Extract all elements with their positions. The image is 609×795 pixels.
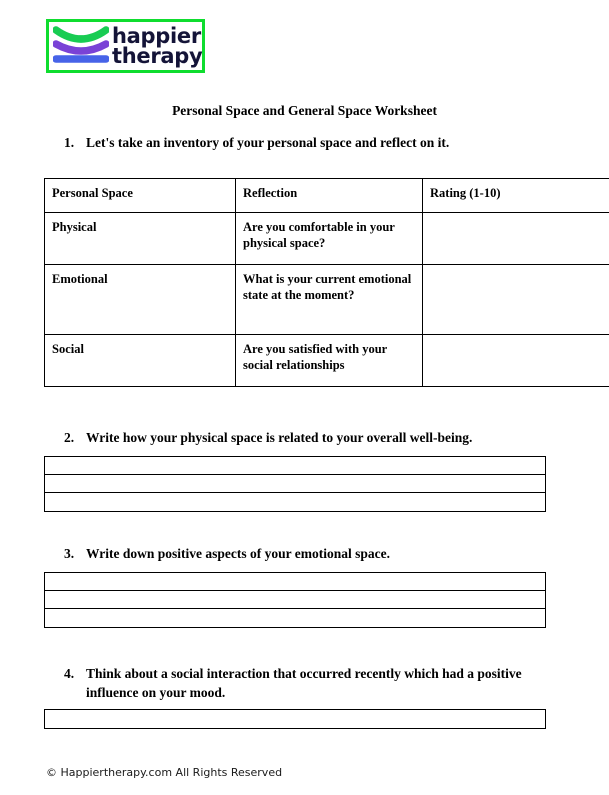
answer-line[interactable] [45,591,545,609]
logo-wordmark [112,26,202,66]
answer-line[interactable] [45,710,545,728]
cell-rating-physical[interactable] [423,213,609,265]
column-header-personal-space: Personal Space [45,179,236,213]
answer-box-question-3[interactable] [44,572,546,628]
question-4-number: 4. [64,666,75,681]
cell-rating-social[interactable] [423,335,609,387]
column-header-reflection: Reflection [236,179,423,213]
table-row [45,335,609,387]
table-row [45,213,609,265]
answer-line[interactable] [45,609,545,627]
question-2-text: Write how your physical space is related to your overall well-being. [86,430,473,445]
question-3 [64,544,554,563]
cell-space-emotional: Emotional [45,265,236,335]
answer-box-question-2[interactable] [44,456,546,512]
question-3-number: 3. [64,546,75,561]
personal-space-inventory-table [44,178,609,387]
answer-line[interactable] [45,573,545,591]
answer-line[interactable] [45,493,545,511]
logo-wave-marks [53,23,109,69]
logo-word-happier: happier [112,24,201,48]
answer-line[interactable] [45,457,545,475]
question-4 [64,664,544,702]
question-1-text: Let's take an inventory of your personal space and reflect on it. [86,135,450,150]
cell-rating-emotional[interactable] [423,265,609,335]
copyright-footer: © Happiertherapy.com All Rights Reserved [46,766,283,779]
cell-space-physical: Physical [45,213,236,265]
question-2 [64,428,554,447]
cell-space-social: Social [45,335,236,387]
question-3-text: Write down positive aspects of your emotional space. [86,546,390,561]
cell-reflection-social: Are you satisfied with your social relationships [236,335,423,387]
question-4-text: Think about a social interaction that occurred recently which had a positive influence on your mood. [86,666,522,700]
answer-line[interactable] [45,475,545,493]
question-1 [64,133,564,152]
table-header-row [45,179,609,213]
brand-logo [46,19,205,73]
answer-box-question-4[interactable] [44,709,546,729]
column-header-rating: Rating (1-10) [423,179,609,213]
page-title: Personal Space and General Space Worksheet [172,103,437,118]
question-1-number: 1. [64,135,75,150]
logo-word-therapy: therapy [112,44,203,68]
cell-reflection-emotional: What is your current emotional state at the moment? [236,265,423,335]
cell-reflection-physical: Are you comfortable in your physical space? [236,213,423,265]
table-row [45,265,609,335]
question-2-number: 2. [64,430,75,445]
